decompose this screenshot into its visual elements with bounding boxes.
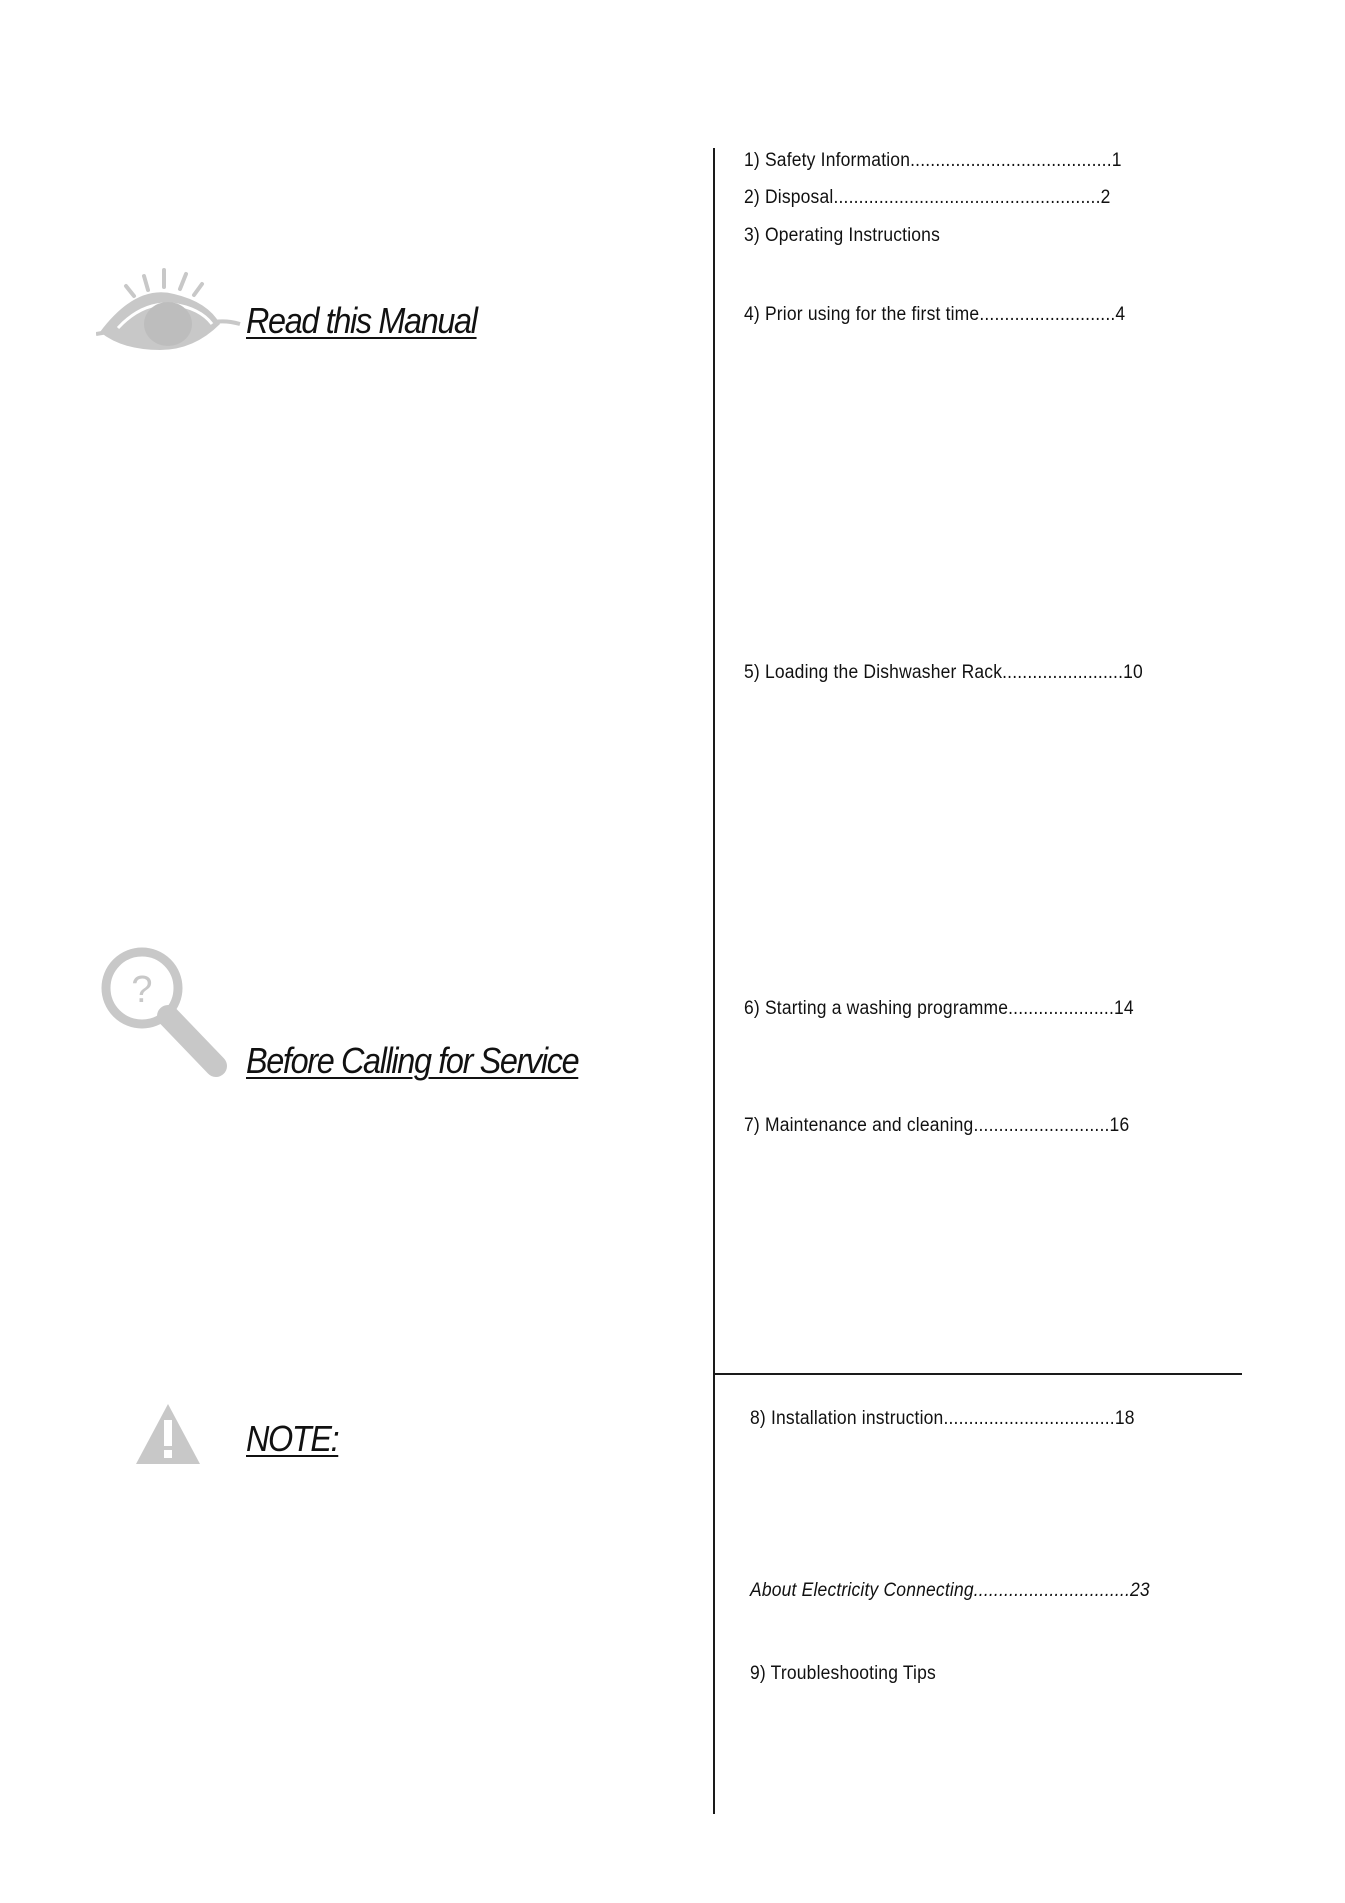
horizontal-divider [714,1373,1242,1375]
magnifier-question-icon [98,944,228,1084]
toc-entry-electricity: About Electricity Connecting...............................23 [750,1580,1150,1601]
toc-entry-maintenance: 7) Maintenance and cleaning...........................16 [744,1115,1130,1136]
toc-entry-installation: 8) Installation instruction..................................18 [750,1408,1135,1429]
toc-entry-starting: 6) Starting a washing programme.....................14 [744,998,1134,1019]
eye-icon [96,262,242,358]
warning-triangle-icon [134,1402,202,1466]
toc-entry-prior-use: 4) Prior using for the first time...........................4 [744,304,1126,325]
toc-entry-loading: 5) Loading the Dishwasher Rack........................10 [744,662,1143,683]
svg-text:?: ? [131,969,153,1011]
read-manual-heading: Read this Manual [246,300,477,341]
before-service-heading: Before Calling for Service [246,1040,579,1081]
toc-entry-operating: 3) Operating Instructions [744,225,941,246]
toc-entry-safety: 1) Safety Information........................................1 [744,150,1122,171]
toc-entry-troubleshooting: 9) Troubleshooting Tips [750,1663,936,1684]
toc-entry-disposal: 2) Disposal.....................................................2 [744,187,1111,208]
note-heading: NOTE: [246,1418,339,1459]
vertical-divider [713,148,715,1814]
